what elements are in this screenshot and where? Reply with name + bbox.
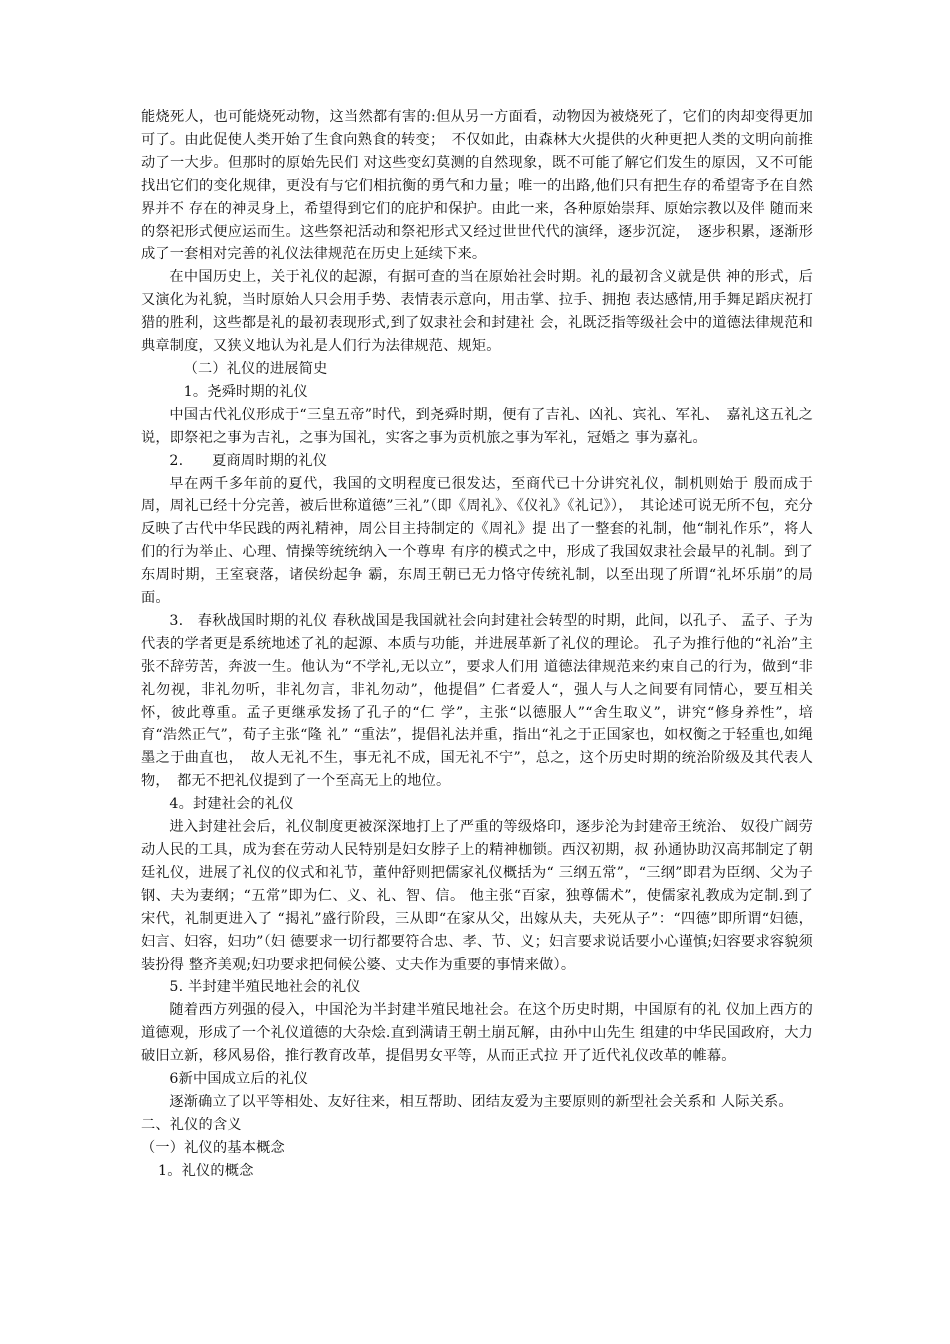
subheading-semi-colonial: 5. 半封建半殖民地社会的礼仪 [169,979,361,996]
paragraph-semi-colonial: 随着西方列强的侵入，中国沦为半封建半殖民地社会。在这个历史时期，中国原有的礼 仪加上西方的道德观，形成了一个礼仪道德的大杂烩.直到满请王朝土崩瓦解，由孙中山先生 组建的中华民国政府，大力破旧立新，移风易俗，推行教育改革，提倡男女平等，从而正式拉 开了近代礼仪改革的帷幕。 [141,1002,813,1065]
section-heading-meaning: 二、礼仪的含义 [141,1116,242,1133]
paragraph-yao-shun: 中国古代礼仪形成于“三皇五帝”时代，到尧舜时期，便有了吉礼、凶礼、宾礼、军礼、 嘉礼这五礼之说，即祭祀之事为吉礼，之事为国礼，实客之事为贡机旅之事为军礼，冠婚之 事为嘉礼。 [141,406,813,446]
paragraph-new-china: 逐渐确立了以平等相处、友好往来，相互帮助、团结友爱为主要原则的新型社会关系和 人际关系。 [169,1093,793,1110]
subheading-new-china: 6新中国成立后的礼仪 [169,1071,309,1088]
paragraph-spring-autumn: 3. 春秋战国时期的礼仪 春秋战国是我国就社会向封建社会转型的时期，此间，以孔子、 孟子、子为代表的学者更是系统地述了礼的起源、本质与功能，并进展革新了礼仪的理论。 孔子为推行他的“礼治”主张不辞劳苦，奔波一生。他认为“不学礼,无以立”，要求人们用 道德法律规范来约束自己的行为，做到“非礼勿视，非礼勿听，非礼勿言，非礼勿动”，他提倡” 仁者爱人“，强人与人之间要有同情心，要互相关怀，彼此尊重。孟子更继承发扬了孔子的“仁 学”，主张“以德服人”“舍生取义”，讲究“修身养性”，培育“浩然正气”，荀子主张“隆 礼” “重法”，提倡礼法并重，指出“礼之于正国家也，如权衡之于轻重也,如绳墨之于曲直也， 故人无礼不生，事无礼不成，国无礼不宁”，总之，这个历史时期的统治阶级及其代表人物， 都无不把礼仪提到了一个至高无上的地位。 [141,612,813,790]
section-heading-history: （二）礼仪的进展简史 [183,360,328,377]
document-page [141,106,813,1183]
paragraph-fire-origin: 能烧死人，也可能烧死动物，这当然都有害的:但从另一方面看，动物因为被烧死了，它们的肉却变得更加可了。由此促使人类开始了生食向熟食的转变； 不仅如此，由森林大火提供的火种更把人类的文明向前推动了一大步。但那时的原始先民们 对这些变幻莫测的自然现象，既不可能了解它们发生的原因，又不可能找出它们的变化规律，更没有与它们相抗衡的勇气和力量；唯一的出路,他们只有把生存的希望寄予在自然界并不 存在的神灵身上，希望得到它们的庇护和保护。由此一来，各种原始崇拜、原始宗教以及伴 随而来的祭祀形式便应运而生。这些祭祀活动和祭祀形式又经过世世代代的演绎，逐步沉淀， 逐步积累，逐渐形成了一套相对完善的礼仪法律规范在历史上延续下来。 [141,109,813,263]
subheading-feudal: 4。封建社会的礼仪 [169,796,294,813]
subheading-concept: 1。礼仪的概念 [158,1162,254,1179]
subheading-xia-shang-zhou: 2. 夏商周时期的礼仪 [169,452,328,469]
subheading-yao-shun: 1。尧舜时期的礼仪 [183,383,308,400]
subheading-basic-concept: （一）礼仪的基本概念 [141,1139,285,1156]
paragraph-feudal: 进入封建社会后，礼仪制度更被深深地打上了严重的等级烙印，逐步沦为封建帝王统治、 奴役广阔劳动人民的工具，成为套在劳动人民特别是妇女脖子上的精神枷锁。西汉初期，叔 孙通协助汉高邦制定了朝廷礼仪，进展了礼仪的仪式和礼节，董仲舒则把儒家礼仪概括为“ 三纲五常”，“三纲”即君为臣纲、父为子钢、夫为妻纲；“五常”即为仁、义、礼、智、信。 他主张“百家，独尊儒术”，使儒家礼教成为定制.到了宋代，礼制更进入了 “揭礼”盛行阶段，三从即“在家从父，出嫁从夫，夫死从子”：“四德”即所谓“妇德，妇言、妇容，妇功”（妇 德要求一切行都要符合忠、孝、节、义；妇言要求说话要小心谨慎;妇容要求容貌须装扮得 整齐美观;妇功要求把伺候公婆、丈夫作为重要的事情来做）。 [141,819,813,973]
paragraph-ritual-origin: 在中国历史上，关于礼仪的起源，有据可查的当在原始社会时期。礼的最初含义就是供 神的形式，后又演化为礼貌，当时原始人只会用手势、表情表示意向，用击掌、拉手、拥抱 表达感情,用手舞足蹈庆祝打猎的胜利，这些都是礼的最初表现形式,到了奴隶社会和封建社 会，礼既泛指等级社会中的道德法律规范和典章制度，又狭义地认为礼是人们行为法律规范、规矩。 [141,269,813,355]
paragraph-xia-shang-zhou: 早在两千多年前的夏代，我国的文明程度已很发达，至商代已十分讲究礼仪，制机则始于 殷而成于周，周礼已经十分完善，被后世称道德”三礼”（即《周礼》、《仪礼》《礼记》）， 其论述可说无所不包，充分反映了古代中华民践的两礼精神，周公目主持制定的《周礼》提 出了一整套的礼制，他“制礼作乐”，将人们的行为举止、心理、情操等统统纳入一个尊卑 有序的模式之中，形成了我国奴隶社会最早的礼制。到了东周时期，王室衰落，诸侯纷起争 霸，东周王朝已无力恪守传统礼制，以至出现了所谓“礼坏乐崩”的局面。 [141,475,813,607]
